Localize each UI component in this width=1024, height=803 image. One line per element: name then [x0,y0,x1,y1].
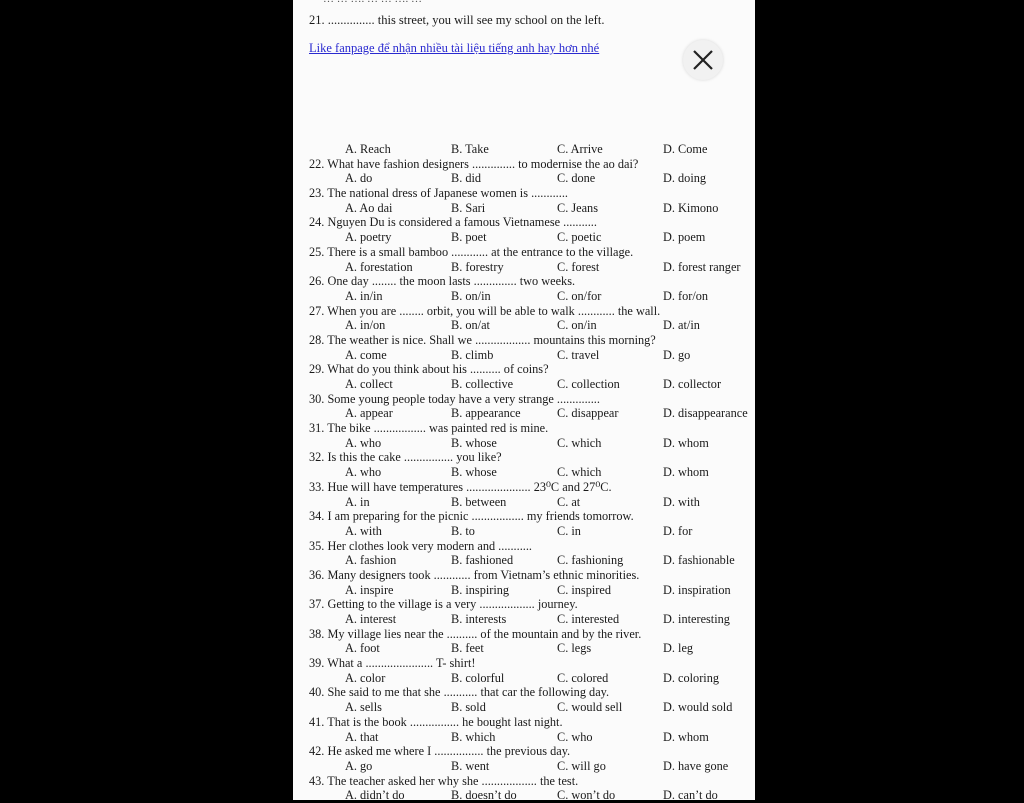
answer-option: C. poetic [557,230,602,245]
question-text: 42. He asked me where I ................ the previous day. [309,744,571,759]
question-text: 39. What a ...................... T- shirt! [309,656,476,671]
answer-option: B. did [451,171,482,186]
answer-option: B. whose [451,465,497,480]
answer-option: D. poem [663,230,706,245]
answer-option: B. Take [451,142,489,156]
answer-option: C. forest [557,259,600,274]
answer-option: B. feet [451,641,484,656]
answer-option: B. forestry [451,259,504,274]
question-text: 31. The bike ................. was painted red is mine. [309,421,549,436]
question-21: 21. ............... this street, you will see my school on the left. [309,13,605,27]
answer-options [309,553,755,568]
answer-option: D. whom [663,729,709,744]
answer-option: D. go [663,347,691,362]
question-text: 26. One day ........ the moon lasts .............. two weeks. [309,274,576,289]
answer-option: B. poet [451,230,487,245]
answer-option: A. interest [345,612,397,626]
answer-option: D. doing [663,171,707,186]
answer-option: B. sold [451,700,486,715]
answer-option: B. collective [451,377,514,391]
answer-option: C. legs [557,641,592,656]
answer-option: C. on/in [557,318,597,333]
answer-option: A. fashion [345,553,397,568]
answer-option: A. with [345,523,382,538]
answer-option: C. Arrive [557,142,603,156]
answer-option: A. forestation [345,259,413,274]
answer-options [309,377,755,392]
answer-option: C. won’t do [557,788,616,803]
answer-option: B. whose [451,435,497,450]
question-text: 30. Some young people today have a very strange .............. [309,391,600,406]
answer-option: A. Reach [345,142,391,156]
answer-options [309,348,755,363]
answer-option: B. went [451,758,490,773]
question-text: 22. What have fashion designers .............. to modernise the ao dai? [309,156,639,171]
cropped-text-line [323,0,763,3]
answer-option: B. which [451,729,496,744]
answer-option: B. climb [451,347,494,362]
answer-option: B. appearance [451,406,521,421]
answer-option: D. with [663,494,700,509]
question-text: 33. Hue will have temperatures ..................... 23⁰C and 27⁰C. [309,479,612,494]
answer-option: C. collection [557,377,620,391]
answer-option: A. in [345,494,370,509]
question-text: 35. Her clothes look very modern and ........... [309,538,533,553]
fanpage-link[interactable]: Like fanpage để nhận nhiều tài liệu tiếng anh hay hơn nhé [309,41,600,55]
answer-option: A. come [345,347,387,362]
answer-options [309,671,755,686]
answer-option: A. appear [345,406,393,421]
question-text: 28. The weather is nice. Shall we .................. mountains this morning? [309,332,656,347]
answer-option: B. on/at [451,318,490,333]
answer-options [309,201,755,216]
answer-option: C. inspired [557,582,611,597]
answer-option: D. Come [663,142,708,156]
answer-option: A. inspire [345,582,394,597]
question-text: 37. Getting to the village is a very .................. journey. [309,597,578,612]
answer-option: C. done [557,171,596,186]
answer-option: C. colored [557,670,609,685]
answer-option: D. can’t do [663,788,718,803]
answer-option: C. disappear [557,406,619,421]
answer-option: C. which [557,435,602,450]
answer-options [309,730,755,745]
answer-options [309,260,755,275]
answer-option: B. interests [451,612,507,626]
answer-options [309,142,755,157]
question-text: 24. Nguyen Du is considered a famous Vietnamese ........... [309,215,597,230]
answer-option: D. have gone [663,758,729,773]
answer-option: C. travel [557,347,600,362]
answer-option: D. at/in [663,318,700,333]
question-list [309,142,755,803]
answer-option: D. for/on [663,288,709,303]
question-text: 32. Is this the cake ................ you like? [309,450,502,465]
answer-options [309,495,755,510]
answer-option: A. poetry [345,230,392,245]
answer-option: A. Ao dai [345,200,393,215]
answer-options [309,406,755,421]
answer-option: D. would sold [663,700,733,715]
answer-option: B. on/in [451,288,491,303]
question-text: 38. My village lies near the .......... of the mountain and by the river. [309,626,642,641]
answer-option: A. do [345,171,373,186]
answer-options [309,759,755,774]
question-text: 40. She said to me that she ........... that car the following day. [309,685,610,700]
answer-option: A. who [345,435,382,450]
answer-options [309,788,755,803]
answer-option: A. color [345,670,386,685]
question-text: 41. That is the book ................ he bought last night. [309,714,563,729]
answer-option: D. inspiration [663,582,731,597]
answer-option: A. collect [345,377,393,391]
answer-option: A. go [345,758,373,773]
question-text: 27. When you are ........ orbit, you will be able to walk ............ the wall. [309,303,661,318]
answer-options [309,230,755,245]
question-text: 29. What do you think about his .......... of coins? [309,362,549,377]
answer-option: B. inspiring [451,582,510,597]
answer-option: D. fashionable [663,553,735,568]
question-text: 43. The teacher asked her why she .................. the test. [309,773,579,788]
question-text: 23. The national dress of Japanese women is ............ [309,186,568,201]
close-button[interactable] [683,40,723,80]
answer-option: C. in [557,523,581,538]
answer-options [309,700,755,715]
answer-option: D. forest ranger [663,259,741,274]
answer-option: C. who [557,729,593,744]
answer-option: D. Kimono [663,200,719,215]
answer-option: B. Sari [451,200,486,215]
question-text: 34. I am preparing for the picnic ................. my friends tomorrow. [309,509,634,524]
answer-option: C. fashioning [557,553,624,568]
answer-option: C. at [557,494,581,509]
answer-option: B. fashioned [451,553,514,568]
answer-option: B. doesn’t do [451,788,517,803]
answer-option: D. coloring [663,670,720,685]
answer-option: B. between [451,494,507,509]
answer-option: C. Jeans [557,200,598,215]
answer-options [309,465,755,480]
answer-option: D. interesting [663,612,730,626]
answer-option: D. for [663,523,693,538]
question-text: 25. There is a small bamboo ............ at the entrance to the village. [309,244,634,259]
answer-options [309,612,755,627]
answer-option: D. disappearance [663,406,748,421]
document-page [293,0,755,803]
answer-option: A. that [345,729,379,744]
answer-option: C. which [557,465,602,480]
answer-option: D. whom [663,465,709,480]
answer-option: A. in/in [345,288,383,303]
answer-option: A. sells [345,700,382,715]
answer-option: B. colorful [451,670,505,685]
answer-option: C. on/for [557,288,602,303]
question-text: 36. Many designers took ............ from Vietnam’s ethnic minorities. [309,567,640,582]
answer-option: D. collector [663,377,722,391]
answer-options [309,318,755,333]
answer-option: A. who [345,465,382,480]
answer-options [309,289,755,304]
answer-option: C. would sell [557,700,623,715]
answer-option: A. in/on [345,318,386,333]
answer-option: C. interested [557,612,620,626]
close-icon [692,49,714,71]
answer-options [309,171,755,186]
answer-option: A. foot [345,641,380,656]
answer-option: B. to [451,523,475,538]
answer-option: D. leg [663,641,694,656]
answer-option: D. whom [663,435,709,450]
answer-option: C. will go [557,758,606,773]
answer-options [309,524,755,539]
answer-options [309,436,755,451]
answer-options [309,641,755,656]
answer-option: A. didn’t do [345,788,405,803]
answer-options [309,583,755,598]
